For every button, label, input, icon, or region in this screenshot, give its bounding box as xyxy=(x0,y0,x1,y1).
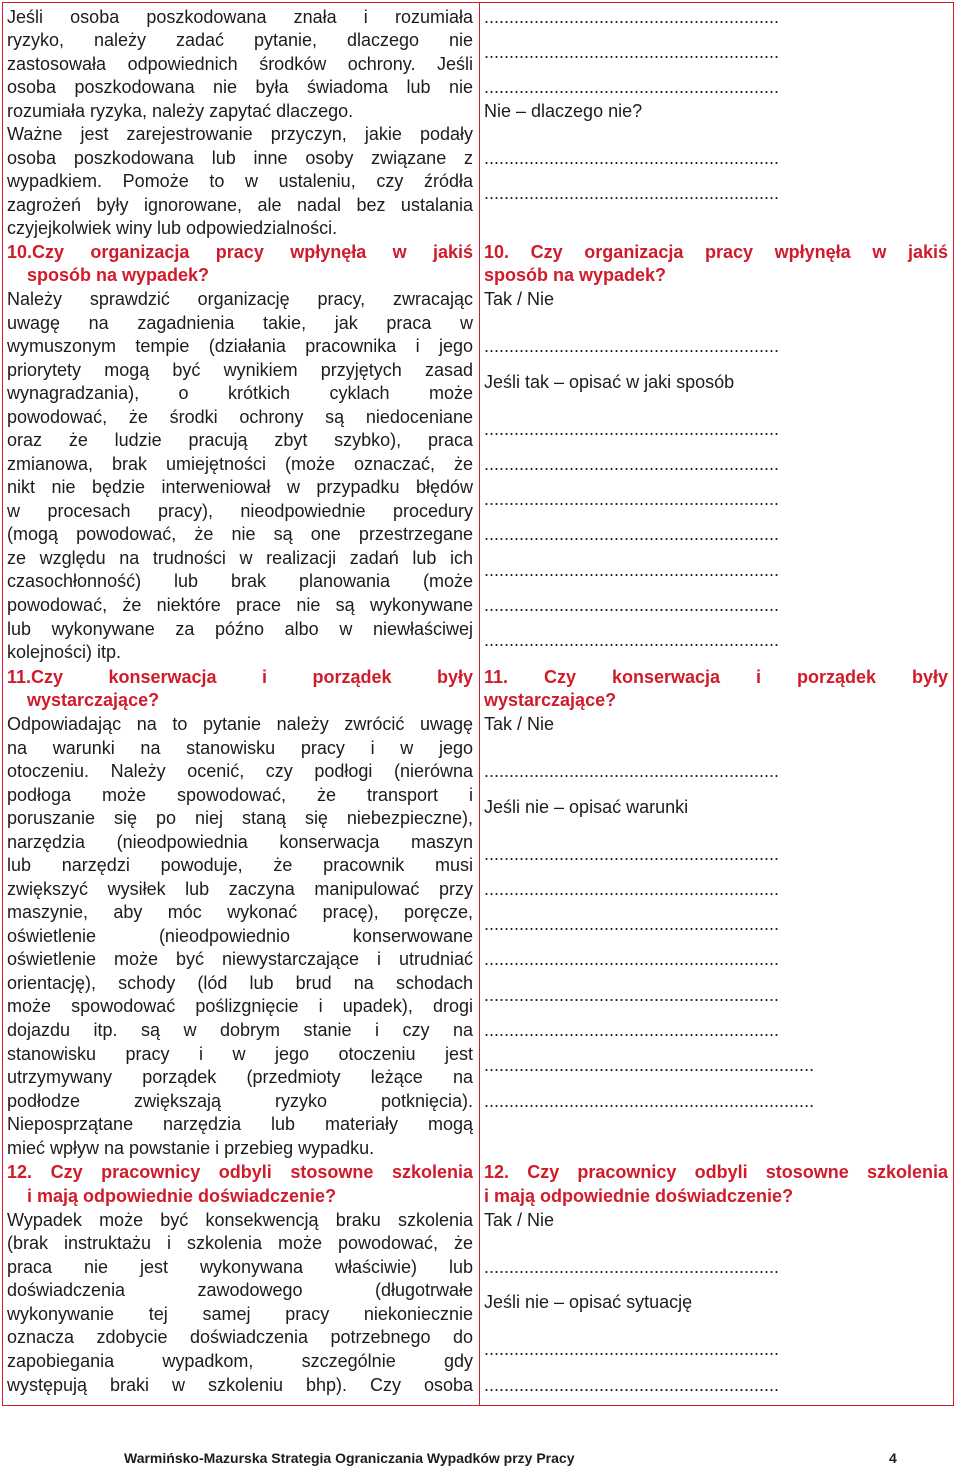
question-heading-line: wystarczające? xyxy=(27,690,160,710)
question-heading-line: 12. Czy pracownicy odbyli stosowne szkolenia xyxy=(484,1162,948,1182)
body-text-line: wykonywanie tej samej pracy niekoniecznie xyxy=(7,1304,473,1324)
body-text-line: powodować, że niektóre prace nie są wykonywane xyxy=(7,595,473,615)
question-heading-line: 11. Czy konserwacja i porządek były xyxy=(484,667,948,687)
body-text-line: oznacza zdobycie doświadczenia potrzebnego do xyxy=(7,1327,473,1347)
body-text-line: na warunki na stanowisku pracy i w jego xyxy=(7,738,473,758)
body-text-line: wynagradzania), o krótkich cyklach może xyxy=(7,383,473,403)
yes-no-option: Tak / Nie xyxy=(484,289,555,309)
answer-dotted-line: ........................................................... xyxy=(484,985,780,1005)
body-text-line: podłodze zwiększają ryzyko potknięcia). xyxy=(7,1091,473,1111)
body-text-line: (brak instruktażu i szkolenia może powodować, że xyxy=(7,1233,473,1253)
body-text-line: zagrożeń były ignorowane, ale nadal bez ustalania xyxy=(7,195,473,215)
answer-line: Jeśli nie – opisać warunki xyxy=(484,797,689,817)
answer-dotted-line: ........................................................... xyxy=(484,7,780,27)
body-text-line: Wypadek może być konsekwencją braku szkolenia xyxy=(7,1210,473,1230)
question-heading-line: i mają odpowiednie doświadczenie? xyxy=(27,1186,337,1206)
body-text-line: Nieposprzątane narzędzia lub materiały mogą xyxy=(7,1114,473,1134)
body-text-line: otoczeniu. Należy ocenić, czy podłogi (nierówna xyxy=(7,761,473,781)
body-text-line: Jeśli osoba poszkodowana znała i rozumiała xyxy=(7,7,473,27)
body-text-line: wypadkiem. Pomoże to w ustaleniu, czy źródła xyxy=(7,171,473,191)
answer-dotted-line: ........................................................... xyxy=(484,336,780,356)
answer-line: Nie – dlaczego nie? xyxy=(484,101,643,121)
body-text-line: osoba poszkodowana lub inne osoby związane z xyxy=(7,148,473,168)
body-text-line: czasochłonność) lub brak planowania (może xyxy=(7,571,473,591)
body-text-line: dojazdu itp. są w dobrym stanie i czy na xyxy=(7,1020,473,1040)
question-heading-line: 10.Czy organizacja pracy wpłynęła w jakiś xyxy=(7,242,473,262)
body-text-line: lub wykonywane za późno albo w niewłaściwej xyxy=(7,619,473,639)
body-text-line: zapobiegania wypadkom, szczególnie gdy xyxy=(7,1351,473,1371)
body-text-line: uwagę na zagadnienia takie, jak praca w xyxy=(7,313,473,333)
body-text-line: (mogą powodować, że nie są one przestrzegane xyxy=(7,524,473,544)
answer-dotted-line: ........................................................... xyxy=(484,1339,780,1359)
answer-dotted-line: ........................................................... xyxy=(484,454,780,474)
answer-dotted-line: ........................................................... xyxy=(484,1020,780,1040)
body-text-line: ze względu na trudności w realizacji zadań lub ich xyxy=(7,548,473,568)
body-text-line: podłoga może spowodować, że transport i xyxy=(7,785,473,805)
question-heading-line: i mają odpowiednie doświadczenie? xyxy=(484,1186,794,1206)
body-text-line: może spowodować poślizgnięcie i upadek), drogi xyxy=(7,996,473,1016)
answer-dotted-line: ........................................................... xyxy=(484,42,780,62)
body-text-line: Należy sprawdzić organizację pracy, zwracając xyxy=(7,289,473,309)
body-text-line: narzędzia (nieodpowiednia konserwacja maszyn xyxy=(7,832,473,852)
body-text-line: praca nie jest wykonywana właściwie) lub xyxy=(7,1257,473,1277)
answer-dotted-line: ........................................................... xyxy=(484,844,780,864)
answer-dotted-line: ........................................................... xyxy=(484,630,780,650)
body-text-line: Odpowiadając na to pytanie należy zwrócić uwagę xyxy=(7,714,473,734)
body-text-line: oświetlenie może być niewystarczające i utrudniać xyxy=(7,949,473,969)
body-text-line: orientację), schody (lód lub brud na schodach xyxy=(7,973,473,993)
body-text-line: priorytety mogą być wynikiem przyjętych zasad xyxy=(7,360,473,380)
answer-dotted-line: ........................................................... xyxy=(484,595,780,615)
answer-dotted-line: ........................................................... xyxy=(484,879,780,899)
page-number: 4 xyxy=(889,1450,897,1466)
question-heading-line: sposób na wypadek? xyxy=(484,265,667,285)
body-text-line: utrzymywany porządek (przedmioty leżące na xyxy=(7,1067,473,1087)
body-text-line: występują braki w szkoleniu bhp). Czy osoba xyxy=(7,1375,473,1395)
body-text-line: zwiększyć wysiłek lub zaczyna manipulować przy xyxy=(7,879,473,899)
answer-dotted-line: .................................................................. xyxy=(484,1055,815,1075)
answer-dotted-line: ........................................................... xyxy=(484,761,780,781)
answer-dotted-line: ........................................................... xyxy=(484,524,780,544)
answer-dotted-line: ........................................................... xyxy=(484,419,780,439)
body-text-line: ryzyko, należy zadać pytanie, dlaczego nie xyxy=(7,30,473,50)
body-text-line: oraz że ludzie pracują zbyt szybko), praca xyxy=(7,430,473,450)
question-heading-line: 12. Czy pracownicy odbyli stosowne szkolenia xyxy=(7,1162,473,1182)
column-divider xyxy=(479,3,480,1405)
answer-dotted-line: ........................................................... xyxy=(484,949,780,969)
body-text-line: rozumiała ryzyka, należy zapytać dlaczego. xyxy=(7,101,354,121)
answer-dotted-line: .................................................................. xyxy=(484,1091,815,1111)
footer-title: Warmińsko-Mazurska Strategia Ograniczania Wypadków przy Pracy xyxy=(124,1450,575,1466)
answer-dotted-line: ........................................................... xyxy=(484,914,780,934)
body-text-line: Ważne jest zarejestrowanie przyczyn, jakie podały xyxy=(7,124,473,144)
answer-dotted-line: ........................................................... xyxy=(484,183,780,203)
body-text-line: maszynie, aby móc wykonać pracę), poręcze, xyxy=(7,902,473,922)
question-heading-line: 10. Czy organizacja pracy wpłynęła w jakiś xyxy=(484,242,948,262)
question-heading-line: 11.Czy konserwacja i porządek były xyxy=(7,667,473,687)
answer-dotted-line: ........................................................... xyxy=(484,1375,780,1395)
body-text-line: stanowisku pracy i w jego otoczeniu jest xyxy=(7,1044,473,1064)
question-heading-line: wystarczające? xyxy=(484,690,617,710)
body-text-line: wymuszonym tempie (działania pracownika i jego xyxy=(7,336,473,356)
body-text-line: oświetlenie (nieodpowiednio konserwowane xyxy=(7,926,473,946)
body-text-line: doświadczenia zawodowego (długotrwałe xyxy=(7,1280,473,1300)
yes-no-option: Tak / Nie xyxy=(484,1210,555,1230)
yes-no-option: Tak / Nie xyxy=(484,714,555,734)
body-text-line: lub narzędzi powoduje, że pracownik musi xyxy=(7,855,473,875)
two-column-table xyxy=(2,2,954,1406)
body-text-line: kolejności) itp. xyxy=(7,642,122,662)
body-text-line: mieć wpływ na powstanie i przebieg wypadku. xyxy=(7,1138,375,1158)
body-text-line: zmianowa, brak umiejętności (może oznaczać, że xyxy=(7,454,473,474)
answer-line: Jeśli nie – opisać sytuację xyxy=(484,1292,693,1312)
answer-dotted-line: ........................................................... xyxy=(484,148,780,168)
body-text-line: czyjejkolwiek winy lub odpowiedzialności. xyxy=(7,218,338,238)
body-text-line: poruszanie się po niej staną się niebezpieczne), xyxy=(7,808,473,828)
body-text-line: powodować, że środki ochrony są niedoceniane xyxy=(7,407,473,427)
answer-dotted-line: ........................................................... xyxy=(484,560,780,580)
body-text-line: osoba poszkodowana nie była świadoma lub nie xyxy=(7,77,473,97)
answer-dotted-line: ........................................................... xyxy=(484,489,780,509)
body-text-line: nikt nie będzie interweniował w przypadku błędów xyxy=(7,477,473,497)
answer-line: Jeśli tak – opisać w jaki sposób xyxy=(484,372,735,392)
body-text-line: zastosowała odpowiednich środków ochrony. Jeśli xyxy=(7,54,473,74)
question-heading-line: sposób na wypadek? xyxy=(27,265,210,285)
answer-dotted-line: ........................................................... xyxy=(484,1257,780,1277)
body-text-line: w procesach pracy), nieodpowiednie procedury xyxy=(7,501,473,521)
answer-dotted-line: ........................................................... xyxy=(484,77,780,97)
